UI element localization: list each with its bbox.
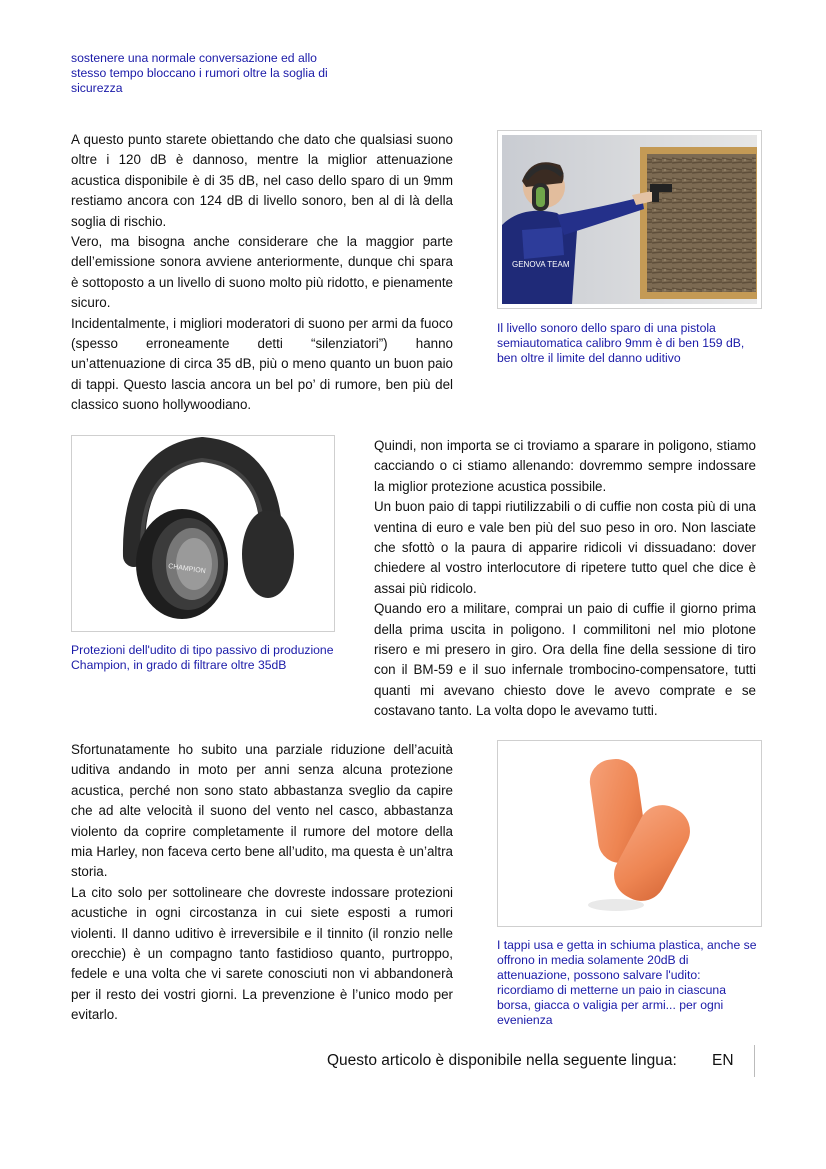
- section3-text: [71, 740, 453, 1026]
- earmuffs-illustration: [72, 436, 334, 631]
- shooter-illustration: [502, 135, 757, 304]
- section1-text: [71, 130, 453, 416]
- brand-text: CHAMPION: [167, 563, 207, 576]
- paragraph: A questo punto starete obiettando che dato che qualsiasi suono oltre i 120 dB è dannoso, mentre la miglior attenuazione acustica disponibile è di 35 dB, nel caso dello sparo di un 9mm restiamo ancora con 124 dB di livello sonoro, ben al di là della soglia di rischio.: [71, 132, 453, 229]
- paragraph: Sfortunatamente ho subito una parziale riduzione dell’acuità uditiva andando in moto per anni senza alcuna protezione acustica, perché non sono stato abbastanza sveglio da capire che ad alte velocità il suono del vento nel casco, abbastanza violento da coprire completamente il rumore del motore della mia Harley, non faceva certo bene all’udito, ma questa è un’altra storia.: [71, 742, 453, 880]
- language-link-en[interactable]: EN: [712, 1052, 734, 1069]
- paragraph: La cito solo per sottolineare che dovreste indossare protezioni acustiche in ogni circostanza in cui siete esposti a rumori violenti. Il danno uditivo è irreversibile e il tinnito (il ronzio nelle orecchie) è un compagno tanto fastidioso quanto, purtroppo, fedele e una volta che vi sarete conosciuti non vi abbandonerà per il resto dei vostri giorni. La prevenzione è l’unico modo per evitarlo.: [71, 884, 453, 1023]
- section2-text: [374, 436, 756, 722]
- earplugs-illustration: [498, 741, 761, 926]
- shooter-photo: [497, 130, 762, 309]
- earmuffs-photo: [71, 435, 335, 632]
- earplugs-photo: [497, 740, 762, 927]
- paragraph: Quindi, non importa se ci troviamo a sparare in poligono, stiamo cacciando o ci stiamo allenando: dovremmo sempre indossare la miglior protezione acustica possibile.: [374, 438, 756, 494]
- language-availability-text: Questo articolo è disponibile nella seguente lingua:: [327, 1052, 677, 1069]
- paragraph: Un buon paio di tappi riutilizzabili o di cuffie non costa più di una ventina di euro e vale ben più del suo peso in oro. Non lasciate che sfottò o la paura di apparire ridicoli vi dissuadano: dover chiedere al vostro interlocutore di ripetere tutto quel che dice è assai più ridicolo.: [374, 499, 756, 596]
- shooter-caption: Il livello sonoro dello sparo di una pistola semiautomatica calibro 9mm è di ben 159 dB, ben oltre il limite del danno uditivo: [497, 321, 745, 365]
- paragraph: Vero, ma bisogna anche considerare che la maggior parte dell’emissione sonora avviene anteriormente, dunque chi spara è sottoposto a un livello di suono molto più ridotto, e pienamente sicuro.: [71, 234, 453, 311]
- earmuffs-caption: Protezioni dell'udito di tipo passivo di produzione Champion, in grado di filtrare oltre 35dB: [71, 643, 334, 672]
- earplugs-caption: I tappi usa e getta in schiuma plastica, anche se offrono in media solamente 20dB di attenuazione, possono salvare l'udito: ricordiamo di metterne un paio in ciascuna borsa, giacca o valigia per armi... per ogni evenienza: [497, 938, 757, 1027]
- footer-divider: [754, 1045, 755, 1077]
- paragraph: Incidentalmente, i migliori moderatori di suono per armi da fuoco (spesso erroneamente detti “silenziatori”) hanno un’attenuazione di circa 35 dB, più o meno quanto un buon paio di tappi. Questo lascia ancora un bel po’ di rumore, ben più del classico suono hollywoodiano.: [71, 315, 453, 413]
- paragraph: Quando ero a militare, comprai un paio di cuffie il giorno prima della prima uscita in poligono. I commilitoni nel mio plotone risero e mi presero in giro. Ora della fine della sessione di tiro con il BM-59 e il suo infernale trombocino-compensatore, tutti quanti mi avevano chiesto dove le avevo comprate e se costavano tanto. La volta dopo le avevamo tutti.: [374, 601, 756, 719]
- top-caption: sostenere una normale conversazione ed allo stesso tempo bloccano i rumori oltre la soglia di sicurezza: [71, 51, 328, 95]
- shirt-text: GENOVA TEAM: [512, 260, 570, 269]
